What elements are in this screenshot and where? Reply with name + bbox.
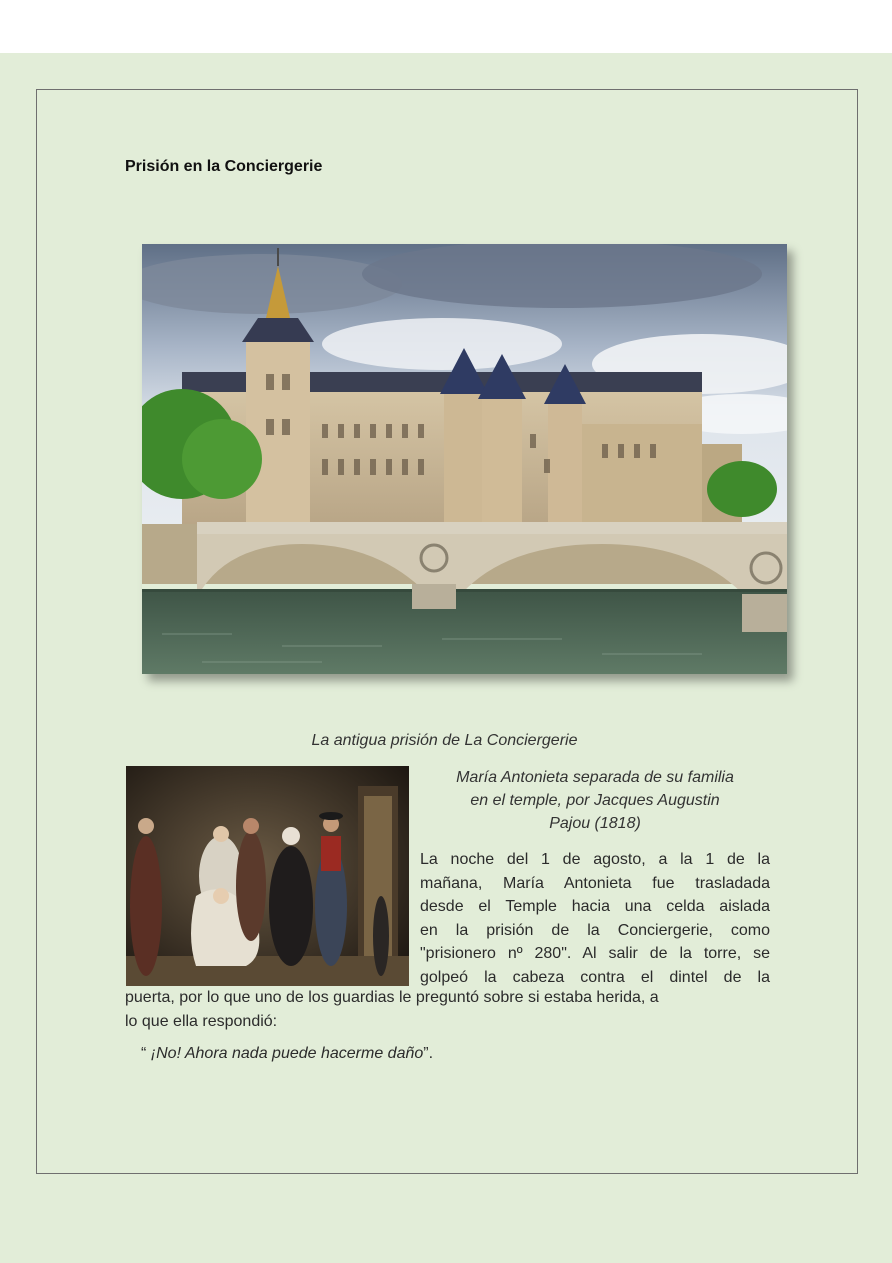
body-line: desde el Temple hacia una celda aislada (420, 898, 770, 915)
body-line: en la prisión de la Conciergerie, como (420, 921, 770, 939)
quote-close-mark: ”. (423, 1045, 434, 1062)
body-paragraph-wrapped (420, 848, 770, 989)
painting-caption-line: María Antonieta separada de su familia (456, 769, 734, 786)
body-paragraph-continued (125, 986, 770, 1033)
body-line: "prisionero nº 280". Al salir de la torre, se (420, 945, 770, 962)
section-title: Prisión en la Conciergerie (125, 158, 323, 175)
painting-caption-line: Pajou (1818) (549, 815, 641, 832)
body-line: golpeó la cabeza contra el dintel de la (420, 968, 770, 986)
quote-text: ¡No! Ahora nada puede hacerme daño (150, 1045, 424, 1062)
body-line: lo que ella respondió: (125, 1012, 278, 1030)
conciergerie-photo (142, 244, 787, 674)
quote (141, 1045, 433, 1063)
photo-caption: La antigua prisión de La Conciergerie (311, 732, 578, 749)
quote-open-mark: “ (141, 1045, 151, 1062)
body-line: puerta, por lo que uno de los guardias le preguntó sobre si estaba herida, a (125, 989, 659, 1006)
painting-caption-line: en el temple, por Jacques Augustin (470, 792, 720, 809)
body-line: mañana, María Antonieta fue trasladada (420, 874, 770, 892)
body-line: La noche del 1 de agosto, a la 1 de la (420, 851, 770, 868)
painting-image (126, 766, 409, 986)
painting-caption (420, 766, 770, 835)
